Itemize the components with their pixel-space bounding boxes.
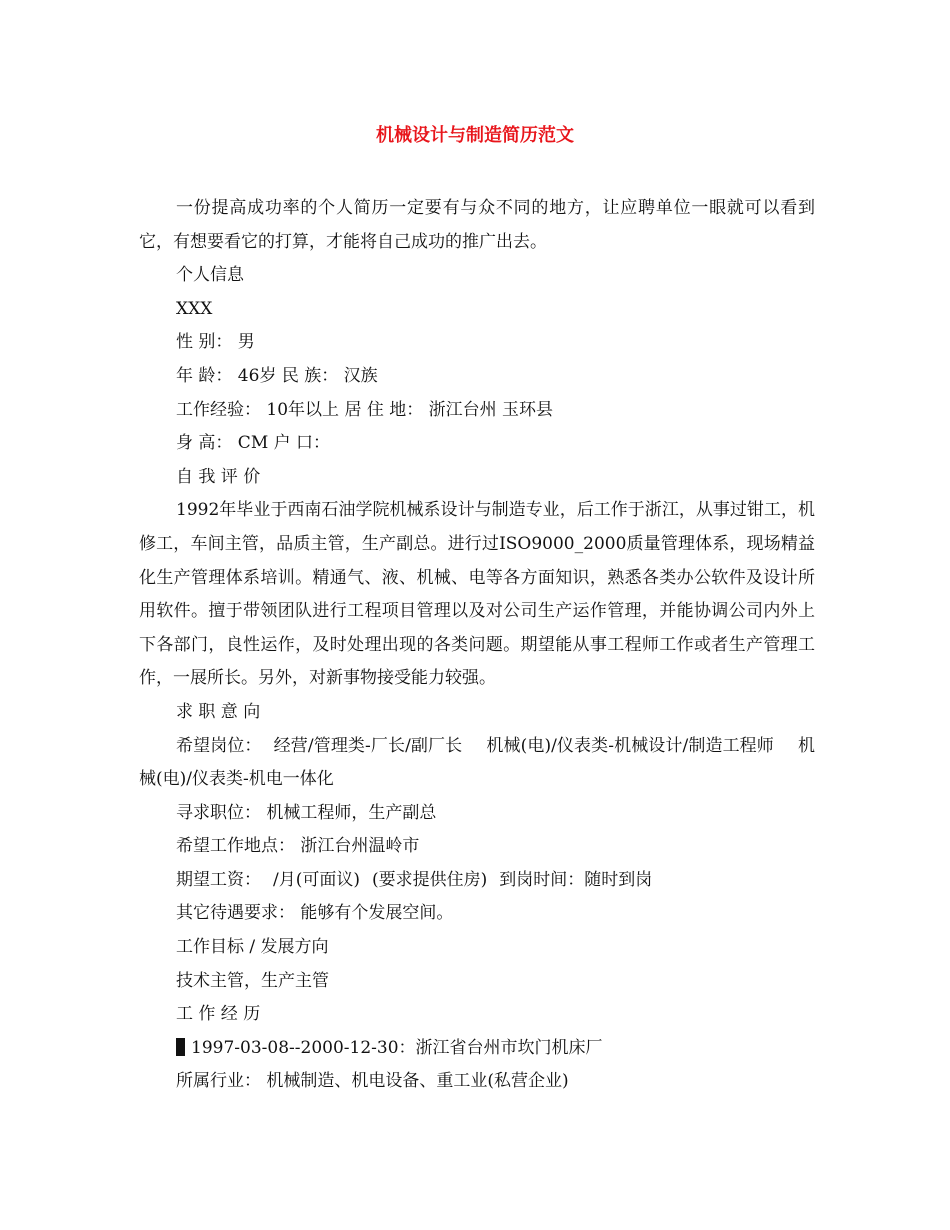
personal-info-heading: 个人信息 (176, 265, 244, 286)
bullet-marker-icon (176, 1038, 185, 1056)
salary-housing: (要求提供住房) (372, 869, 488, 890)
intro-paragraph: 一份提高成功率的个人简历一定要有与众不同的地方，让应聘单位一眼就可以看到它，有想要看它的打算，才能将自己成功的推广出去。 (139, 198, 815, 252)
other-benefits-line: 其它待遇要求： 能够有个发展空间。 (176, 903, 454, 924)
work-experience-heading: 工 作 经 历 (176, 1004, 261, 1025)
desired-position-3: 机械(电)/仪表类-机电一体化 (139, 735, 816, 790)
height-hukou-line: 身 高： CM 户 口： (176, 433, 331, 454)
desired-position-2: 机械(电)/仪表类-机械设计/制造工程师 (486, 735, 774, 756)
expected-salary-line (139, 864, 815, 898)
desired-location-line: 希望工作地点： 浙江台州温岭市 (176, 836, 420, 857)
experience-residence-line: 工作经验： 10年以上 居 住 地： 浙江台州 玉环县 (176, 399, 554, 420)
desired-positions-line (139, 730, 815, 797)
desired-positions-label: 希望岗位： (176, 735, 262, 756)
gender-line: 性 别： 男 (176, 332, 255, 353)
name-line: XXX (176, 298, 213, 319)
career-goal-heading: 工作目标 / 发展方向 (176, 937, 329, 958)
salary-value: /月(可面议) (273, 869, 360, 890)
industry-line: 所属行业： 机械制造、机电设备、重工业(私营企业) (176, 1071, 569, 1092)
career-goal-line: 技术主管，生产主管 (176, 970, 329, 991)
document-title: 机械设计与制造简历范文 (376, 125, 574, 146)
desired-position-1: 经营/管理类-厂长/副厂长 (273, 735, 463, 756)
seeking-position-line: 寻求职位： 机械工程师，生产副总 (176, 802, 437, 823)
job-intent-heading: 求 职 意 向 (176, 701, 261, 722)
work-period-text: 1997-03-08--2000-12-30：浙江省台州市坎门机床厂 (191, 1037, 603, 1058)
self-evaluation-paragraph: 1992年毕业于西南石油学院机械系设计与制造专业，后工作于浙江，从事过钳工，机修工，车间主管，品质主管，生产副总。进行过ISO9000_2000质量管理体系，现场精益化生产管理体系培训。精通气、液、机械、电等各方面知识，熟悉各类办公软件及设计所用软件。擅于带领团队进行工程项目管理以及对公司生产运作管理，并能协调公司内外上下各部门，良性运作，及时处理出现的各类问题。期望能从事工程师工作或者生产管理工作，一展所长。另外，对新事物接受能力较强。 (139, 500, 815, 689)
document-body (139, 192, 815, 1099)
work-period-line (139, 1032, 815, 1066)
arrival-time: 到岗时间：随时到岗 (499, 869, 653, 890)
age-nation-line: 年 龄： 46岁 民 族： 汉族 (176, 365, 378, 386)
salary-label: 期望工资： (176, 869, 261, 890)
self-evaluation-heading: 自 我 评 价 (176, 466, 261, 487)
